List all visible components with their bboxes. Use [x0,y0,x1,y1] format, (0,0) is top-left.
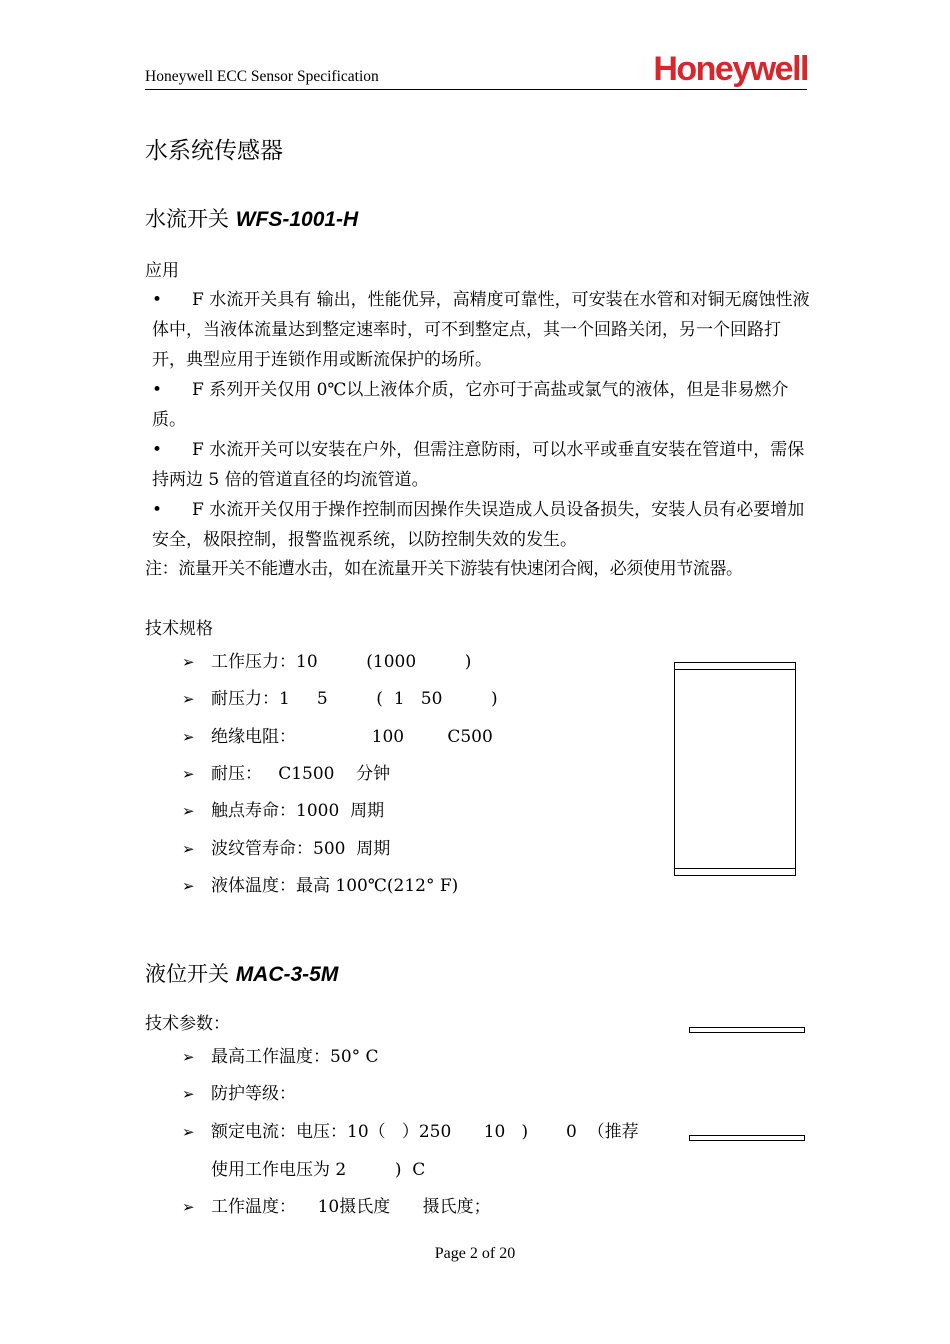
spec-item [182,796,384,821]
spec-item [182,1192,491,1217]
spec-text: 额定电流：电压：10（ ）250 10 ) 0 （推荐 [211,1122,639,1142]
bullet-item [152,375,812,435]
mac-heading-prefix: 液位开关 [145,962,229,986]
spec-text: 耐压力：1 5 ( 1 50 ) [211,689,498,709]
mac-model: MAC-3-5M [235,963,339,986]
spec-item [182,1117,639,1142]
bullet-text: F 水流开关仅用于操作控制而因操作失误造成人员设备损失，安装人员有必要增加安全，极限控制，报警监视系统，以防控制失效的发生。 [152,500,805,550]
frame-top-rule [675,669,795,670]
bullet-icon: • [152,380,163,400]
bullet-icon: • [152,290,163,310]
bullet-item [152,495,812,555]
spec-text: 工作压力：10 (1000 ) [211,652,472,672]
spec-text: 工作温度： 10摄氏度 摄氏度； [211,1197,491,1217]
spec-item [182,684,498,709]
spec-text: 耐压： C1500 分钟 [211,764,391,784]
spec-item [182,834,390,859]
bullet-icon: • [152,440,163,460]
image-frame-fragment [689,1135,805,1141]
bullet-text: F 系列开关仅用 0℃以上液体介质，它亦可于高盐或氯气的液体，但是非易燃介质。 [152,380,789,430]
page-number: Page 2 of 20 [434,1245,516,1262]
arrow-icon: ➢ [182,1048,195,1066]
arrow-icon: ➢ [182,840,195,858]
application-bullets [152,285,812,555]
arrow-icon: ➢ [182,690,195,708]
spec-item [182,759,390,784]
note-text: 注：流量开关不能遭水击，如在流量开关下游装有快速闭合阀，必须使用节流器。 [145,559,743,579]
spec-item [182,1079,296,1104]
bullet-icon: • [152,500,163,520]
spec-item [182,722,493,747]
spec-text: 液体温度：最高 100℃(212° F) [211,876,459,896]
spec-text: 防护等级： [211,1084,296,1104]
honeywell-logo: Honeywell [653,50,808,88]
spec-item [182,1042,379,1067]
arrow-icon: ➢ [182,728,195,746]
spec-item [182,647,471,672]
bullet-item [152,435,812,495]
frame-bottom-rule [675,868,795,869]
header-rule [145,89,807,90]
bullet-item [152,285,812,375]
arrow-icon: ➢ [182,765,195,783]
params-label: 技术参数： [145,1014,230,1034]
spec-text: 绝缘电阻： 100 C500 [211,727,493,747]
spec-text: 波纹管寿命：500 周期 [211,839,391,859]
arrow-icon: ➢ [182,1198,195,1216]
arrow-icon: ➢ [182,653,195,671]
spec-text: 最高工作温度：50° C [211,1047,379,1067]
wfs-model: WFS-1001-H [235,208,359,231]
arrow-icon: ➢ [182,1085,195,1103]
product-image-frame [674,662,796,876]
spec-item [182,871,458,896]
image-frame-fragment [689,1027,805,1033]
bullet-text: F 水流开关具有 输出，性能优异，高精度可靠性，可安装在水管和对铜无腐蚀性液体中，当液体流量达到整定速率时，可不到整定点，其一个回路关闭，另一个回路打开，典型应用于连锁作用或断流保护的场所。 [152,290,810,370]
spec-text: 使用工作电压为 2 ) C [211,1160,426,1180]
bullet-text: F 水流开关可以安装在户外，但需注意防雨，可以水平或垂直安装在管道中，需保持两边 5 倍的管道直径的均流管道。 [152,440,805,490]
arrow-icon: ➢ [182,877,195,895]
wfs-heading [145,203,358,233]
spec-text: 触点寿命：1000 周期 [211,801,385,821]
arrow-icon: ➢ [182,802,195,820]
header-title: Honeywell ECC Sensor Specification [145,68,379,85]
mac-heading [145,958,338,988]
arrow-icon: ➢ [182,1123,195,1141]
spec-continuation [182,1155,425,1180]
wfs-heading-prefix: 水流开关 [145,207,229,231]
page-title: 水系统传感器 [145,138,283,164]
application-label: 应用 [145,261,179,281]
spec-label: 技术规格 [145,619,213,639]
